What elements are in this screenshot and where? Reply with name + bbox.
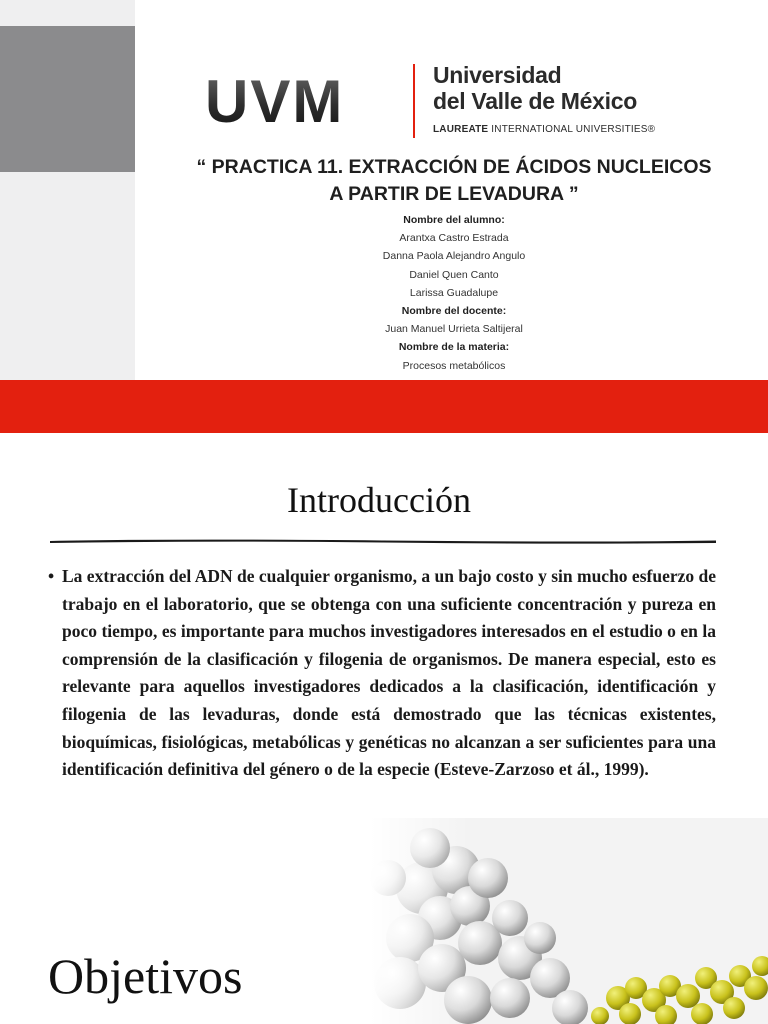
teacher-name: Juan Manuel Urrieta Saltijeral — [385, 323, 523, 336]
practice-title-line2: A PARTIR DE LEVADURA ” — [329, 183, 579, 205]
logo-affiliation-bold: LAUREATE — [433, 124, 489, 135]
student-label: Nombre del alumno: — [403, 214, 505, 226]
title-slide — [0, 0, 768, 433]
student-name: Danna Paola Alejandro Angulo — [382, 250, 526, 263]
logo-divider — [413, 64, 415, 138]
logo-name-line1: Universidad — [433, 62, 562, 88]
uvm-logo — [205, 62, 685, 138]
student-name: Larissa Guadalupe — [409, 286, 499, 299]
logo-name-line2: del Valle de México — [433, 88, 637, 114]
introduction-heading: Introducción — [287, 480, 471, 520]
logo-affiliation — [433, 124, 655, 135]
uvm-logo-text: UVM — [205, 72, 345, 128]
subject-name: Procesos metabólicos — [402, 359, 506, 372]
bullet-paragraph — [48, 563, 716, 784]
subject-label: Nombre de la materia: — [398, 341, 510, 354]
bullet-dot: • — [48, 566, 55, 586]
uvm-logo-mark — [205, 72, 395, 128]
practice-title — [140, 154, 768, 208]
objectives-heading: Objetivos — [48, 948, 243, 1004]
side-panel-gray — [0, 26, 135, 172]
student-name: Arantxa Castro Estrada — [399, 232, 509, 245]
introduction-text: La extracción del ADN de cualquier organismo, a un bajo costo y sin mucho esfuerzo de trabajo en el laboratorio, que se obtenga con una suficiente concentración y pureza en poco tiempo, es importante para muchos investigadores interesados en el estudio o en la comprensión de la clasificación y filogenia de organismos. De manera especial, esto es relevante para aquellos investigadores dedicados a la clasificación, identificación y filogenia de las levaduras, donde está demostrado que las técnicas existentes, bioquímicas, fisiológicas, metabólicas y genéticas no alcanzan a ser suficientes para una identificación definitiva del género o de la especie (Esteve-Zarzoso et ál., 1999). — [62, 566, 716, 780]
teacher-label: Nombre del docente: — [401, 305, 507, 318]
credits-block — [140, 211, 768, 375]
introduction-slide — [0, 433, 768, 1024]
introduction-body — [48, 563, 716, 784]
heading-brush-rule — [48, 536, 718, 546]
practice-title-line1: “ PRACTICA 11. EXTRACCIÓN DE ÁCIDOS NUCLEICOS — [196, 156, 712, 178]
student-name: Daniel Quen Canto — [409, 268, 499, 281]
molecule-illustration — [370, 818, 768, 1024]
red-footer-band — [0, 380, 768, 433]
logo-affiliation-rest: INTERNATIONAL UNIVERSITIES® — [488, 124, 656, 135]
